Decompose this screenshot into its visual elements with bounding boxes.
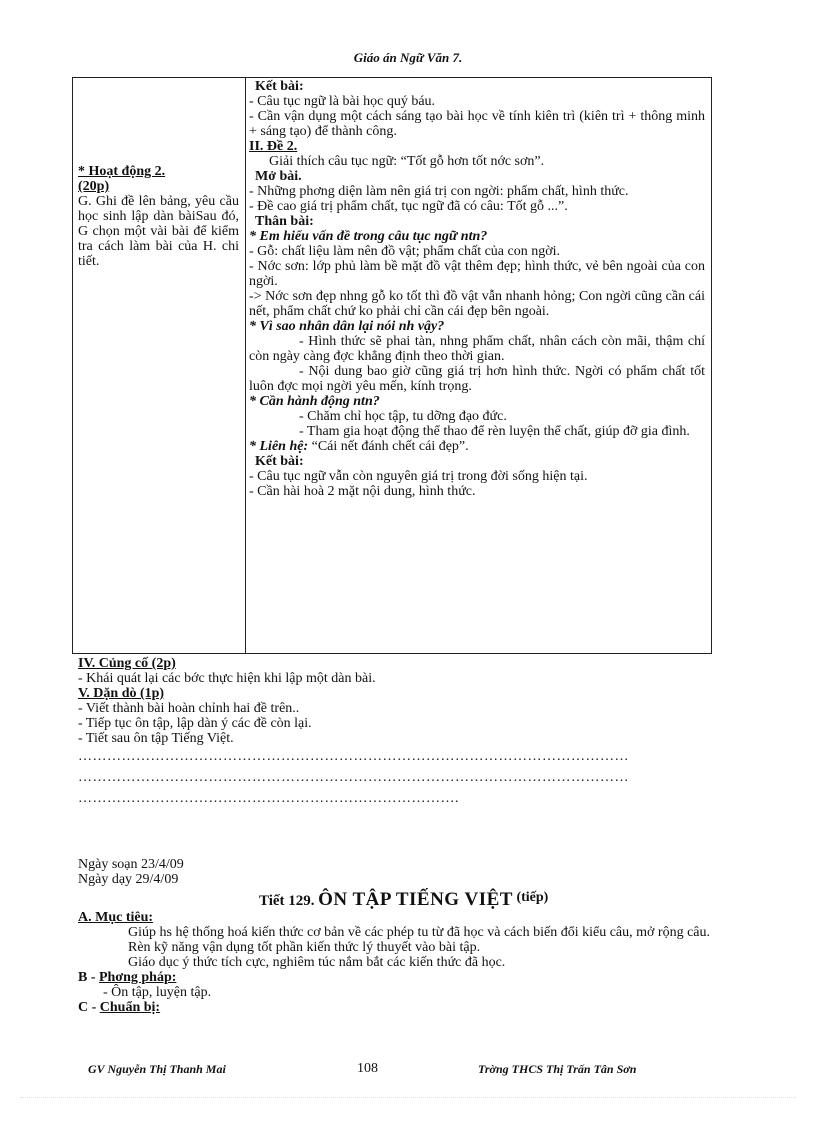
activity-text: G. Ghi đề lên bảng, yêu cầu học sinh lập dàn bàiSau đó, G chọn một vài bài để kiểm tra cách làm bài của H. chi tiết. [78, 194, 239, 269]
lesson-table [72, 77, 712, 654]
intro-line: - Đề cao giá trị phẩm chất, tục ngữ đã có câu: Tốt gỗ ...”. [249, 199, 568, 214]
activity-column [73, 78, 246, 654]
activity-heading: * Hoạt động 2. [78, 164, 166, 179]
relation-line [249, 439, 705, 454]
body-line: -> Nớc sơn đẹp nhng gỗ ko tốt thì đồ vật vẫn nhanh hỏng; Con ngời cũng cần cái nết, phẩm chất chứ ko phải chỉ cần cái đẹp bên ngoài. [249, 289, 705, 319]
question-1: * Em hiểu vấn đề trong câu tục ngữ ntn? [249, 229, 488, 244]
lesson-title [259, 889, 548, 911]
conclusion-heading: Kết bài: [255, 79, 304, 94]
body-line: - Nội dung bao giờ cũng giá trị hơn hình thức. Ngời có phẩm chất tốt luôn đợc mọi ngời yêu mến, kính trọng. [249, 364, 705, 394]
homework-line: - Tiết sau ôn tập Tiếng Việt. [78, 731, 234, 746]
conclusion-line: - Cần vận dụng một cách sáng tạo bài học về tính kiên trì (kiên trì + thông minh + sáng tạo) để thành công. [249, 109, 705, 139]
lesson-suffix: (tiếp) [516, 890, 549, 905]
relation-text: “Cái nết đánh chết cái đẹp”. [308, 439, 469, 454]
lesson-name: ÔN TẬP TIẾNG VIỆT [318, 889, 513, 910]
relation-label: * Liên hệ: [249, 439, 309, 454]
consolidation-heading: IV. Củng cố (2p) [78, 656, 176, 671]
page-header: Giáo án Ngữ Văn 7. [353, 50, 463, 65]
footer-author: GV Nguyễn Thị Thanh Mai [88, 1062, 226, 1076]
preparation-title: Chuẩn bị: [99, 1000, 161, 1015]
page-number: 108 [357, 1061, 378, 1076]
content-column [246, 78, 712, 654]
page-edge-rule [20, 1097, 796, 1098]
dotted-line: …………………………………………………………………………………………………… [78, 770, 629, 785]
lesson-number: Tiết 129. [259, 893, 315, 909]
intro-heading: Mở bài. [255, 169, 302, 184]
dotted-line: …………………………………………………………………………………………………… [78, 749, 629, 764]
footer-school: Trờng THCS Thị Trấn Tân Sơn [478, 1062, 637, 1076]
conclusion-line: - Cần hài hoà 2 mặt nội dung, hình thức. [249, 484, 476, 499]
consolidation-line: - Khái quát lại các bớc thực hiện khi lập một dàn bài. [78, 671, 376, 686]
objectives-heading: A. Mục tiêu: [78, 910, 154, 925]
objective-line: Rèn kỹ năng vận dụng tốt phần kiến thức lý thuyết vào bài tập. [128, 940, 481, 955]
method-line: - Ôn tập, luyện tập. [103, 985, 212, 1000]
dotted-line: ……………………………………………………………………. [78, 791, 459, 806]
body-heading: Thân bài: [255, 214, 314, 229]
body-line: - Nớc sơn: lớp phủ làm bề mặt đồ vật thêm đẹp; hình thức, vẻ bên ngoài của con ngời. [249, 259, 705, 289]
intro-line: - Những phơng diện làm nên giá trị con ngời: phẩm chất, hình thức. [249, 184, 629, 199]
conclusion-line: - Câu tục ngữ vẫn còn nguyên giá trị trong đời sống hiện tại. [249, 469, 588, 484]
topic-2-text: Giải thích câu tục ngữ: “Tốt gỗ hơn tốt nớc sơn”. [269, 154, 545, 169]
body-line: - Tham gia hoạt động thể thao để rèn luyện thể chất, giúp đỡ gia đình. [299, 424, 690, 439]
closing-sections [78, 656, 768, 809]
body-line: - Gỗ: chất liệu làm nên đồ vật; phẩm chất của con ngời. [249, 244, 561, 259]
homework-line: - Tiếp tục ôn tập, lập dàn ý các đề còn lại. [78, 716, 312, 731]
preparation-heading [78, 1000, 788, 1015]
method-prefix: B - [78, 970, 99, 985]
objectives-section [78, 910, 788, 1015]
topic-2-heading: II. Đề 2. [249, 139, 298, 154]
preparation-prefix: C - [78, 1000, 100, 1015]
question-3: * Cần hành động ntn? [249, 394, 380, 409]
activity-time: (20p) [78, 179, 110, 194]
question-2: * Vì sao nhân dân lại nói nh vậy? [249, 319, 445, 334]
objective-line: Giúp hs hệ thống hoá kiến thức cơ bản về các phép tu từ đã học và cách biến đổi kiểu câu, mở rộng câu. [128, 925, 711, 940]
teach-date: Ngày dạy 29/4/09 [78, 872, 179, 887]
prep-date: Ngày soạn 23/4/09 [78, 857, 184, 872]
method-title: Phơng pháp: [99, 970, 177, 985]
method-heading [78, 970, 788, 985]
homework-heading: V. Dặn dò (1p) [78, 686, 165, 701]
body-line: - Hình thức sẽ phai tàn, nhng phẩm chất, nhân cách còn mãi, thậm chí còn ngày càng đợc khẳng định theo thời gian. [249, 334, 705, 364]
conclusion-heading-2: Kết bài: [255, 454, 304, 469]
lesson-dates [78, 857, 184, 887]
body-line: - Chăm chỉ học tập, tu dỡng đạo đức. [299, 409, 507, 424]
conclusion-line: - Câu tục ngữ là bài học quý báu. [249, 94, 436, 109]
objective-line: Giáo dục ý thức tích cực, nghiêm túc nắm bắt các kiến thức đã học. [128, 955, 506, 970]
homework-line: - Viết thành bài hoàn chỉnh hai đề trên.. [78, 701, 300, 716]
